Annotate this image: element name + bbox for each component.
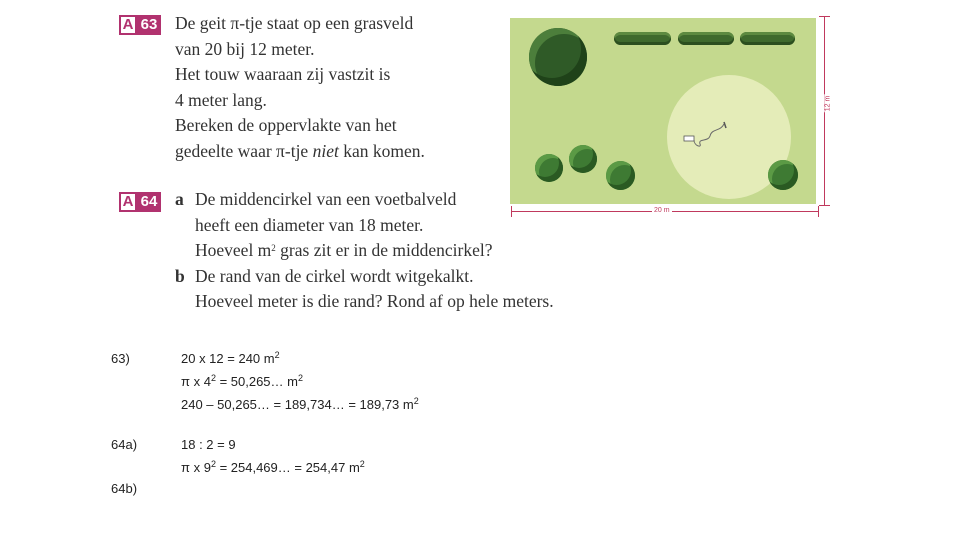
text-line: van 20 bij 12 meter. [175, 38, 315, 59]
badge-letter: A [119, 15, 137, 35]
superscript: 2 [359, 459, 365, 469]
superscript: 2 [210, 373, 216, 383]
text-fragment: Hoeveel m [195, 240, 272, 260]
badge-number: 64 [137, 192, 161, 212]
text-fragment: De middencirkel van een voetbalveld [195, 189, 457, 209]
badge-number: 63 [137, 15, 161, 35]
text-fragment: π x 4 [181, 374, 211, 389]
part-a-label: a [175, 189, 184, 209]
superscript: 2 [297, 373, 303, 383]
answer-line [181, 393, 419, 416]
answer-line [181, 456, 365, 479]
answer-line [181, 347, 419, 370]
exercise-64-text [175, 187, 554, 315]
text-line [175, 264, 554, 290]
answer-64a-label: 64a) [111, 437, 138, 452]
text-line: Hoeveel meter is die rand? Rond af op hele meters. [195, 291, 554, 311]
text-fragment: = 50,265… m [215, 374, 298, 389]
italic-word: niet [312, 140, 339, 161]
text-fragment: gedeelte waar π-tje [175, 140, 313, 161]
superscript: 2 [413, 396, 419, 406]
bush [768, 160, 798, 190]
text-fragment: 20 x 12 = 240 m [181, 351, 275, 366]
exercise-64-badge [119, 192, 161, 212]
text-fragment: π x 9 [181, 460, 211, 475]
badge-letter: A [119, 192, 137, 212]
text-fragment: = 254,469… = 254,47 m [215, 460, 360, 475]
superscript: 2 [274, 350, 280, 360]
text-line: heeft een diameter van 18 meter. [195, 214, 424, 235]
answer-line [181, 370, 419, 393]
text-fragment: kan komen. [338, 140, 425, 161]
bush [606, 161, 635, 190]
hedge [740, 32, 795, 45]
dimension-tick [818, 206, 819, 217]
text-line: Het touw waaraan zij vastzit is [175, 64, 391, 84]
hedge [678, 32, 734, 45]
text-line: De geit π-tje staat op een grasveld [175, 13, 414, 33]
bush [569, 145, 597, 173]
text-fragment: gras zit er in de middencirkel? [275, 240, 493, 260]
text-line-last [175, 139, 425, 165]
answer-64a-work [181, 433, 365, 479]
answer-63-label: 63) [111, 351, 130, 366]
text-line: Bereken de oppervlakte van het [175, 115, 397, 135]
tree [529, 28, 587, 86]
exercise-63-badge [119, 15, 161, 35]
part-b-label: b [175, 265, 185, 286]
dimension-tick [819, 205, 830, 206]
text-line: 4 meter lang. [175, 89, 267, 110]
text-fragment: De rand van de cirkel wordt witgekalkt. [195, 265, 474, 286]
answer-64b-label: 64b) [111, 481, 138, 496]
width-label: 20 m [654, 207, 670, 214]
hedge [614, 32, 671, 45]
answer-line: 18 : 2 = 9 [181, 437, 236, 452]
superscript: 2 [271, 243, 276, 253]
text-line [175, 187, 554, 213]
goat-icon [680, 118, 740, 153]
height-label: 12 m [824, 95, 832, 112]
answer-63-work [181, 347, 419, 416]
text-line [175, 238, 554, 264]
dimension-tick [819, 16, 830, 17]
exercise-63-text [175, 11, 425, 164]
bush [535, 154, 563, 182]
text-fragment: 240 – 50,265… = 189,734… = 189,73 m [181, 397, 414, 412]
superscript: 2 [210, 459, 216, 469]
